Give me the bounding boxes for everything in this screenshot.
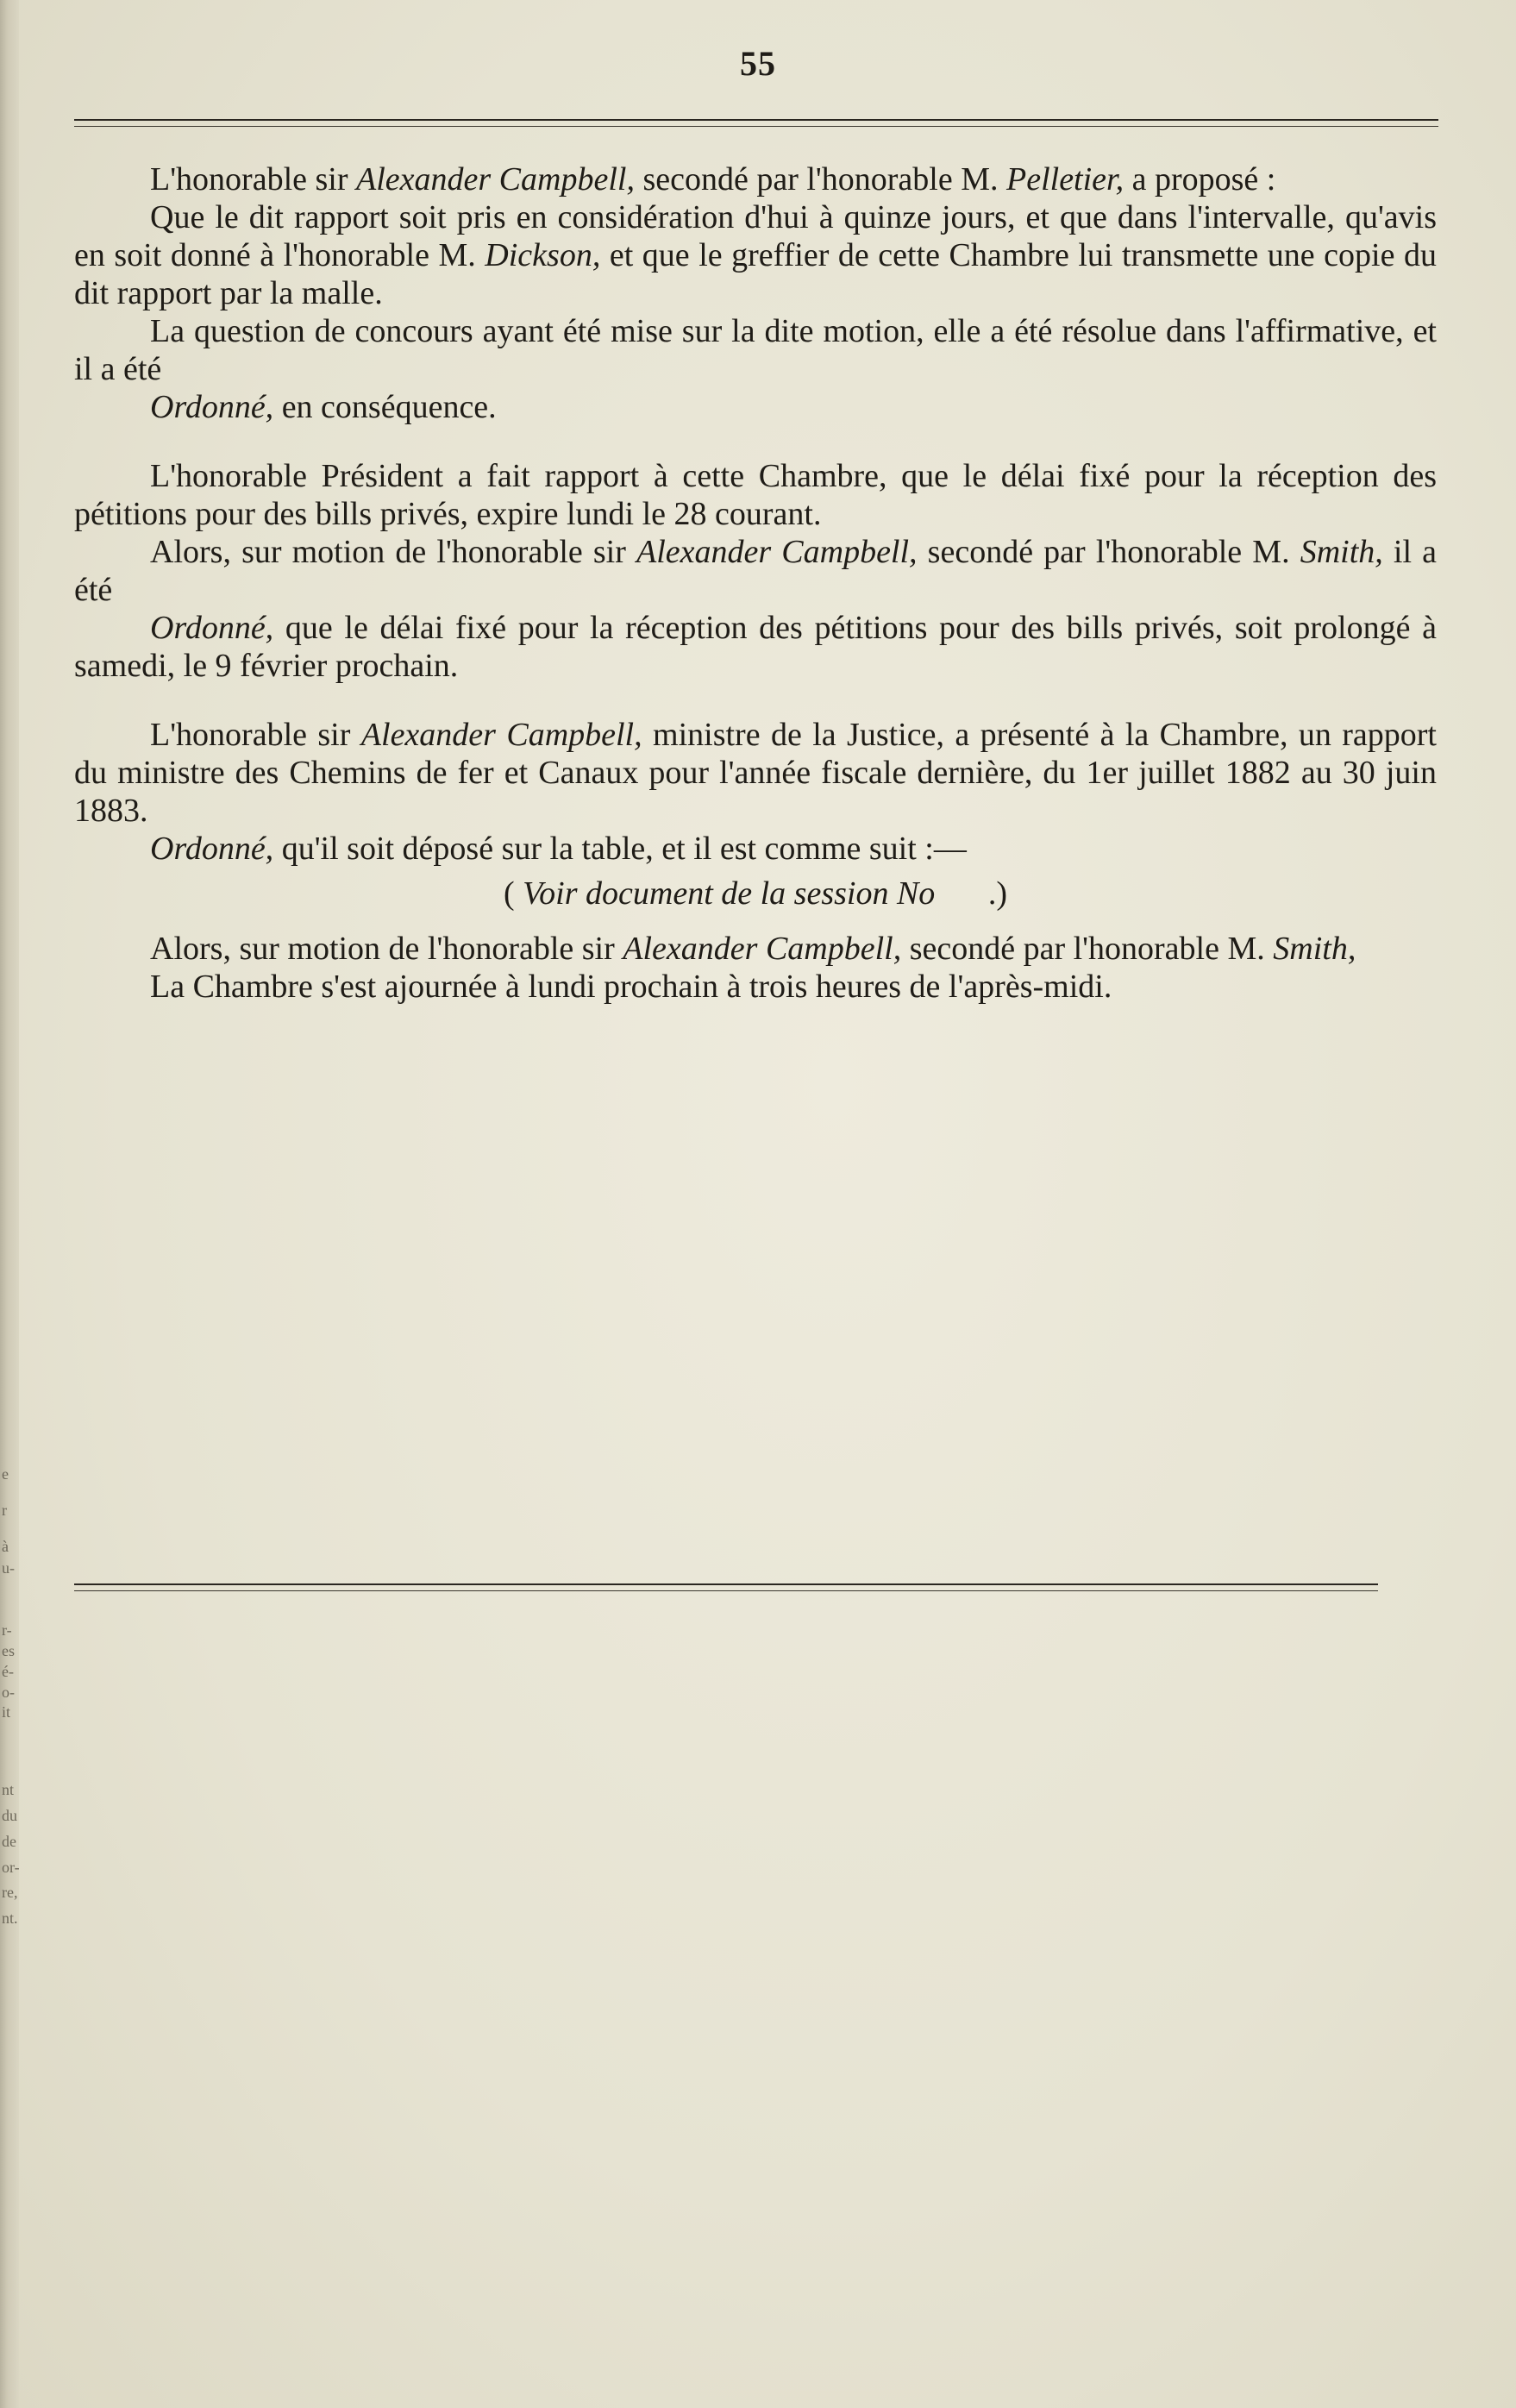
margin-bleed-fragment: es — [2, 1641, 15, 1659]
ordered-label: Ordonné, — [150, 831, 274, 867]
binding-edge — [0, 0, 19, 2408]
bottom-rule — [74, 1583, 1378, 1585]
member-name: Alexander Campbell, — [623, 931, 902, 967]
paragraph-concurrence: La question de concours ayant été mise sur la dite motion, elle a été résolue dans l'affirmative, et il a été — [74, 313, 1437, 387]
top-rule-secondary — [74, 126, 1438, 127]
margin-bleed-fragment: nt. — [2, 1909, 18, 1928]
margin-bleed-fragment: r — [2, 1501, 7, 1519]
ordered-label: Ordonné, — [150, 389, 274, 425]
top-rule — [74, 119, 1438, 121]
member-name: Alexander Campbell, — [636, 534, 918, 570]
paragraph-ordered-extension: Ordonné, que le délai fixé pour la réception des pétitions pour des bills privés, soit prolongé à samedi, le 9 février prochain. — [74, 610, 1437, 684]
paragraph-speaker-report: L'honorable Président a fait rapport à cette Chambre, que le délai fixé pour la réception des pétitions pour des bills privés, expire lundi le 28 courant. — [74, 458, 1437, 532]
margin-bleed-fragment: du — [2, 1806, 17, 1824]
paragraph-adjournment: La Chambre s'est ajournée à lundi prochain à trois heures de l'après-midi. — [150, 969, 1112, 1005]
margin-bleed-text — [2, 1465, 20, 1928]
margin-bleed-fragment: it — [2, 1703, 11, 1721]
bottom-rule-secondary — [74, 1590, 1378, 1591]
section-gap — [74, 685, 1437, 716]
margin-bleed-fragment: nt — [2, 1781, 15, 1799]
paragraph-ordered: Ordonné, en conséquence. — [150, 389, 497, 425]
margin-bleed-fragment: de — [2, 1832, 16, 1850]
member-name: Dickson, — [485, 237, 601, 273]
member-name: Alexander Campbell, — [360, 717, 642, 753]
paragraph-motion-proposal: L'honorable sir Alexander Campbell, secondé par l'honorable M. Pelletier, a proposé : — [150, 161, 1276, 198]
paragraph-adjournment-motion: Alors, sur motion de l'honorable sir Alexander Campbell, secondé par l'honorable M. Smith, — [150, 931, 1356, 967]
ordered-label: Ordonné, — [150, 610, 274, 646]
margin-bleed-fragment: é- — [2, 1662, 14, 1680]
margin-bleed-fragment: o- — [2, 1683, 15, 1701]
document-reference: ( Voir document de la session No .) — [504, 875, 1007, 912]
paragraph-motion-text: Que le dit rapport soit pris en considération d'hui à quinze jours, et que dans l'intervalle, qu'avis en soit donné à l'honorable M. Dickson, et que le greffier de cette Chambre lui transmette une copie du dit rapport par la malle. — [74, 199, 1437, 311]
section-gap — [74, 426, 1437, 457]
member-name: Alexander Campbell, — [356, 161, 635, 198]
document-body — [74, 160, 1437, 1006]
margin-bleed-fragment: e — [2, 1465, 9, 1483]
margin-bleed-fragment: or- — [2, 1858, 20, 1876]
margin-bleed-fragment: r- — [2, 1621, 12, 1640]
margin-bleed-fragment: u- — [2, 1559, 15, 1577]
paragraph-motion: Alors, sur motion de l'honorable sir Alexander Campbell, secondé par l'honorable M. Smith, il a été — [74, 534, 1437, 608]
member-name: Smith, — [1300, 534, 1383, 570]
member-name: Pelletier, — [1006, 161, 1124, 198]
member-name: Smith, — [1273, 931, 1356, 967]
margin-bleed-fragment: à — [2, 1537, 9, 1555]
page-number: 55 — [740, 44, 776, 83]
margin-bleed-fragment: re, — [2, 1884, 18, 1902]
paragraph-report-presented: L'honorable sir Alexander Campbell, ministre de la Justice, a présenté à la Chambre, un rapport du ministre des Chemins de fer et Canaux pour l'année fiscale dernière, du 1er juillet 1882 au 30 juin 1883. — [74, 717, 1437, 829]
paragraph-ordered-tabled: Ordonné, qu'il soit déposé sur la table, et il est comme suit :— — [150, 831, 967, 867]
